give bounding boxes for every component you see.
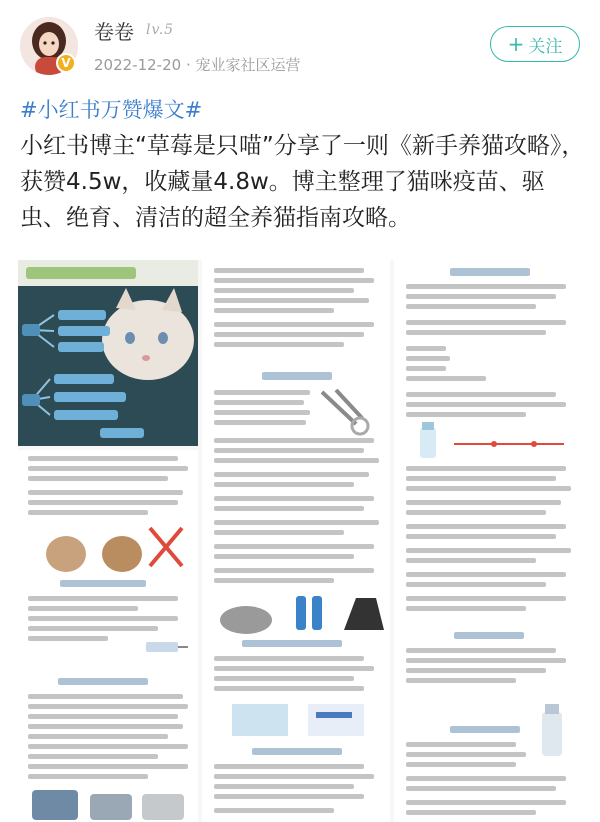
follow-button[interactable] bbox=[490, 26, 580, 62]
author-role: 宠业家社区运营 bbox=[195, 56, 301, 74]
vaccine-bottle-illustration bbox=[414, 420, 574, 460]
cat-photo-illustration bbox=[18, 260, 198, 446]
post-body: 小红书博主“草莓是只喵”分享了一则《新手养猫攻略》，获赞4.5w，收藏量4.8w。博主整理了猫咪疫苗、驱虫、绝育、清洁的超全养猫指南攻略。 bbox=[20, 133, 585, 231]
bottle-icon bbox=[532, 700, 572, 760]
author-level: lv.5 bbox=[146, 22, 175, 38]
cat-products-illustration bbox=[216, 590, 386, 636]
plus-icon: + bbox=[507, 32, 525, 56]
verified-badge-icon: V bbox=[56, 53, 76, 73]
post-meta bbox=[94, 54, 301, 75]
collage-image-guide-middle[interactable] bbox=[202, 260, 390, 822]
meta-separator: · bbox=[181, 56, 196, 74]
post-date: 2022-12-20 bbox=[94, 56, 182, 74]
syringe-icon bbox=[140, 628, 190, 668]
post-image-collage[interactable] bbox=[18, 260, 584, 822]
kittens-illustration bbox=[36, 520, 186, 574]
collage-image-guide-right[interactable] bbox=[394, 260, 584, 822]
collage-image-cat-mindmap[interactable] bbox=[18, 260, 198, 446]
topic-hashtag[interactable]: #小红书万赞爆文# bbox=[20, 98, 203, 122]
collage-image-guide-left[interactable] bbox=[18, 450, 198, 822]
medicine-box-illustration bbox=[230, 700, 370, 740]
nail-clipper-icon bbox=[316, 384, 372, 436]
cat-carrier-illustration bbox=[28, 784, 188, 822]
follow-label: 关注 bbox=[528, 36, 563, 57]
author-name[interactable]: 卷卷 bbox=[94, 20, 134, 44]
